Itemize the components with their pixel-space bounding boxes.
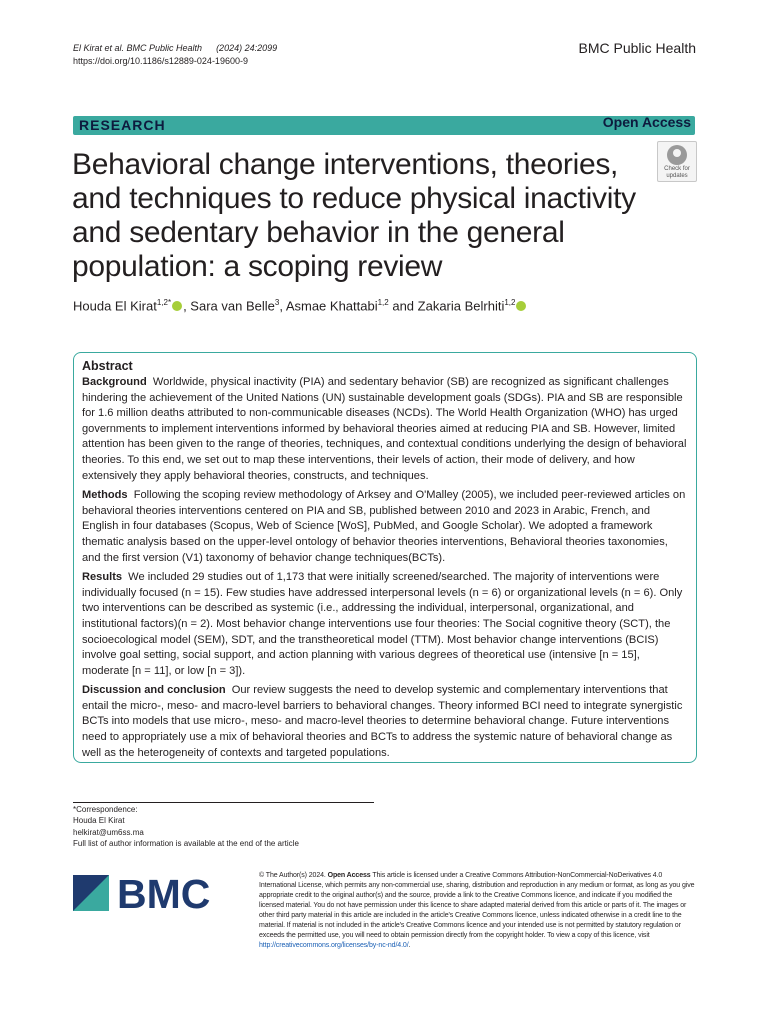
- citation-year: (2024) 24:2099: [216, 43, 278, 53]
- citation-journal: El Kirat et al. BMC Public Health: [73, 43, 203, 53]
- section-label: Results: [82, 571, 123, 584]
- license-tail: .: [408, 942, 411, 949]
- author-affiliation: 1,2*: [156, 298, 172, 307]
- article-type-label: RESEARCH: [79, 117, 166, 133]
- abstract-section-methods: [82, 488, 688, 566]
- license-open-access: Open Access: [327, 872, 371, 879]
- bmc-logo-text: BMC: [117, 873, 211, 913]
- correspondence-name: Houda El Kirat: [73, 816, 125, 826]
- section-label: Discussion and conclusion: [82, 684, 226, 697]
- author-list: [73, 298, 527, 313]
- author-affiliation: 3: [274, 298, 280, 307]
- correspondence-email[interactable]: helkirat@um6ss.ma: [73, 827, 144, 837]
- section-label: Background: [82, 376, 147, 388]
- citation-header: [73, 42, 277, 68]
- correspondence-label: *Correspondence:: [73, 805, 138, 814]
- journal-name: BMC Public Health: [578, 40, 696, 56]
- bmc-logo: [73, 873, 215, 913]
- section-text: We included 29 studies out of 1,173 that were initially screened/searched. The majority of interventions were individually focused (n = 15). Few studies have addressed interpersonal levels (n = 6) or organizational levels (n = 6). Only two interventions can be described as systemic (i.e., addressing the individual, interpersonal, organizational, and institutional factors)(n = 2). Most behavior change interventions use four theories: The Social cognitive theory (SCT), the socioecological model (SEM), SDT, and the transtheoretical model (TTM). Most behavior change interventions (BCIS) involve goal setting, social support, and action planning with various degrees of theoretical use (intensive [n = 15], moderate [n = 11], or low [n = 3]).: [82, 571, 683, 677]
- license-link[interactable]: http://creativecommons.org/licenses/by-nc-nd/4.0/: [259, 942, 409, 949]
- abstract-section-background: [82, 375, 688, 484]
- crossmark-icon: [667, 145, 687, 165]
- author-separator: ,: [183, 298, 191, 314]
- footnote-divider: [73, 802, 374, 803]
- author-affiliation: 1,2: [504, 298, 516, 307]
- author-name[interactable]: Houda El Kirat: [73, 298, 157, 314]
- bmc-logo-mark: [73, 873, 215, 913]
- abstract-section-results: [82, 570, 688, 679]
- check-for-updates-line2: updates: [666, 173, 688, 179]
- section-text: Worldwide, physical inactivity (PIA) and sedentary behavior (SB) are recognized as significant challenges hindering the achievement of the United Nations (UN) sustainable development goals (SDGs). PIA and SB are responsible for 1.6 million deaths attributed to non-communicable diseases (NCDs). The World Health Organization (WHO) has urged governments to implement interventions informed by behavioral theories aimed at reducing PIA and SB. However, limited attention has been given to the range of theories, techniques, and contextual conditions underlying the design of behavioral theories. To this end, we set out to map these interventions, their levels of action, their mode of delivery, and how extensively they apply behavioral theories, constructs, and techniques.: [82, 376, 687, 482]
- section-text: Following the scoping review methodology of Arksey and O'Malley (2005), we included peer-reviewed articles on behavioral theories interventions centered on PIA and SB, published between 2010 and 2023 in Arabic, French, and English in four databases (Scopus, Web of Science [WoS], PubMed, and Google Scholar). We adopted a framework thematic analysis based on the upper-level ontology of behavior theories interventions, Behavioral theories taxonomies, and the first version (V1) taxonomy of behavior change techniques(BCTs).: [82, 489, 686, 564]
- license-statement: [259, 871, 695, 951]
- author-separator: and: [388, 298, 418, 314]
- correspondence-block: [73, 804, 299, 849]
- section-text: Our review suggests the need to develop systemic and complementary interventions that entail the micro-, meso- and macro-level barriers to behavioral changes. Theory informed BCI need to integrate synergistic BCTs into models that use micro-, meso- and macro-level theories to determine behavioral change. Future interventions need to appropriately use a mix of behavioral theories and BCTs to address the systemic nature of behavioral change as well as the heterogeneity of contexts and targeted populations.: [82, 684, 683, 759]
- author-name[interactable]: Zakaria Belrhiti: [417, 298, 505, 314]
- author-info-note: Full list of author information is available at the end of the article: [73, 838, 299, 848]
- abstract-section-discussion: [82, 683, 688, 761]
- author-affiliation: 1,2: [377, 298, 389, 307]
- check-for-updates-line1: Check for: [664, 166, 690, 172]
- author-name[interactable]: Sara van Belle: [190, 298, 275, 314]
- open-access-label: Open Access: [602, 114, 691, 130]
- copyright-text: © The Author(s) 2024.: [259, 872, 326, 879]
- citation-line: [73, 42, 277, 55]
- article-title: Behavioral change interventions, theories, and techniques to reduce physical inactivity and sedentary behavior in the general population: a scoping review: [72, 148, 636, 283]
- section-label: Methods: [82, 489, 128, 502]
- abstract-box: [73, 352, 697, 763]
- orcid-icon[interactable]: [516, 301, 526, 311]
- check-for-updates-button[interactable]: [657, 141, 697, 182]
- orcid-icon[interactable]: [172, 301, 182, 311]
- author-separator: ,: [279, 298, 286, 314]
- doi-link[interactable]: https://doi.org/10.1186/s12889-024-19600-9: [73, 56, 248, 66]
- license-text: This article is licensed under a Creative Commons Attribution-NonCommercial-NoDerivatives 4.0 International License, which permits any non-commercial use, sharing, distribution and reproduction in any medium or format, as long as you give appropriate credit to the original author(s) and the source, provide a link to the Creative Commons licence, and indicate if you modified the licensed material. You do not have permission under this licence to share adapted material derived from this article or parts of it. The images or other third party material in this article are included in the article's Creative Commons licence, unless indicated otherwise in a credit line to the material. If material is not included in the article's Creative Commons licence and your intended use is not permitted by statutory regulation or exceeds the permitted use, you will need to obtain permission directly from the copyright holder. To view a copy of this licence, visit: [259, 872, 695, 939]
- abstract-heading: Abstract: [82, 359, 133, 373]
- author-name[interactable]: Asmae Khattabi: [285, 298, 378, 314]
- article-type-banner: [73, 116, 695, 135]
